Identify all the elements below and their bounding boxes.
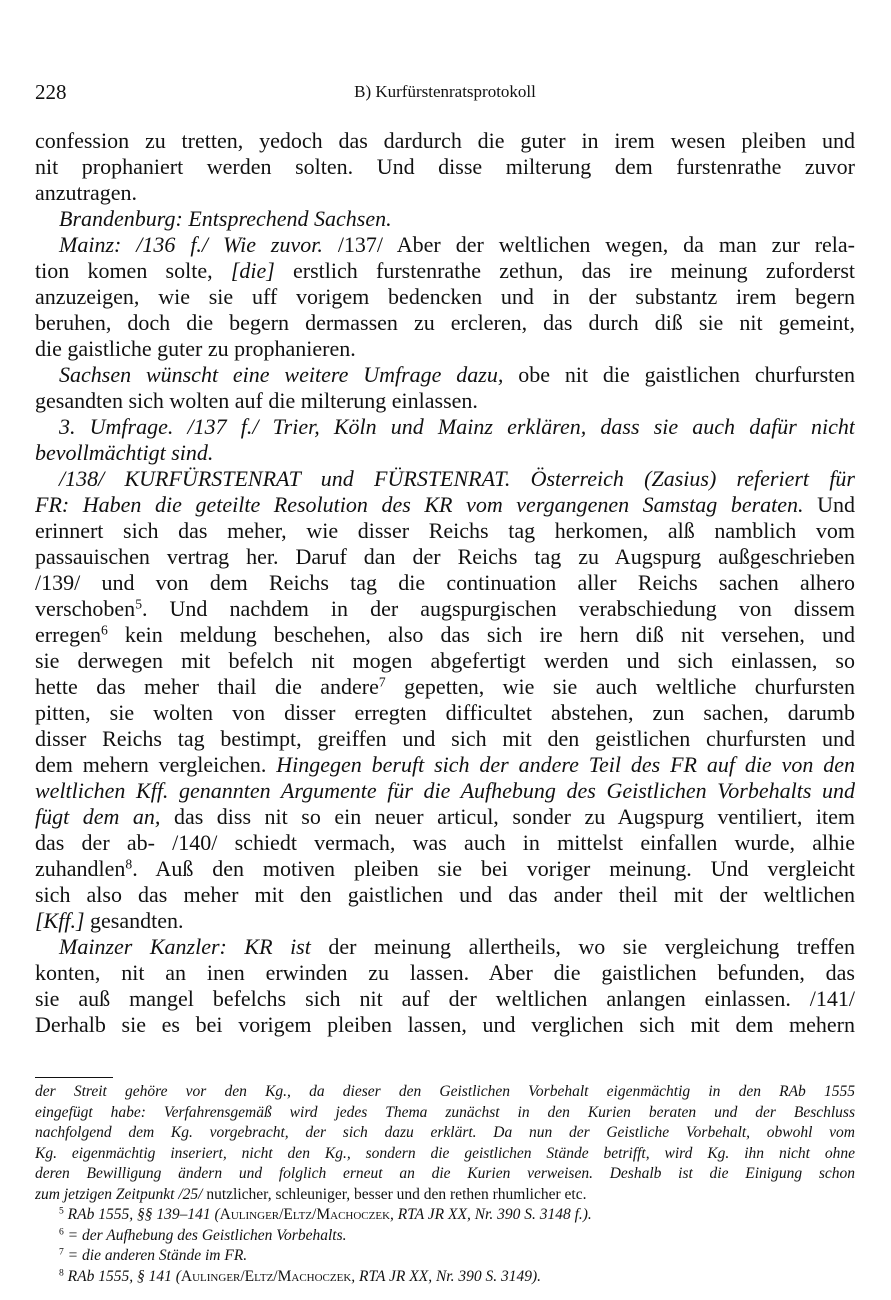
text-line (35, 1012, 855, 1038)
text-run: nutzlicher, schleuniger, besser und den rethen rhumlicher etc. (202, 1185, 587, 1203)
text-line (35, 232, 855, 258)
text-run: Hingegen beruft sich der andere Teil des FR auf die von den (276, 752, 855, 777)
text-run: kein meldung beschehen, also das sich ire hern diß nit versehen, und (107, 622, 855, 647)
text-run: FR: Haben die geteilte Resolution des KR vom vergangenen Samstag beraten. (35, 492, 804, 517)
text-run: Mainz: /136 f./ Wie zuvor. (59, 232, 323, 257)
text-run: die gaistliche guter zu prophanieren. (35, 336, 356, 361)
text-run: RAb 1555, §§ 139–141 ( (63, 1206, 220, 1223)
text-run: /137/ Aber der weltlichen wegen, da man zur rela- (322, 232, 855, 257)
text-run: erinnert sich das meher, wie disser Reichs tag herkomen, alß namblich vom (35, 518, 855, 543)
text-run: Aulinger/Eltz/Machoczek (219, 1206, 391, 1223)
text-run: erstlich furstenrathe zethun, das ire meinung zuforderst (274, 258, 855, 283)
footnote-marker: 7 (378, 674, 386, 690)
text-run: /139/ und von dem Reichs tag die continuation aller Reichs sachen alhero (35, 570, 855, 595)
text-run: gesandten. (84, 908, 184, 933)
text-line (35, 934, 855, 960)
footnote-line (35, 1246, 855, 1267)
text-line (35, 128, 855, 154)
footnote-marker: 6 (100, 622, 108, 638)
text-run: passauischen vertrag her. Daruf dan der Reichs tag zu Augspurg außgeschrieben (35, 544, 855, 569)
text-run: konten, nit an inen erwinden zu lassen. Aber die gaistlichen befunden, das (35, 960, 855, 985)
text-run: Aulinger/Eltz/Machoczek (180, 1267, 352, 1285)
text-line (35, 310, 855, 336)
text-line (35, 804, 855, 830)
text-line (35, 648, 855, 674)
text-run: nachfolgend dem Kg. vorgebracht, der sich dazu erklärt. Da nun der Geistliche Vorbehalt, obwohl vom (35, 1124, 855, 1141)
text-run: zuhandlen (35, 856, 126, 881)
text-run: bevollmächtigt sind. (35, 440, 214, 465)
text-line (35, 570, 855, 596)
text-line (35, 154, 855, 180)
text-run: /138/ KURFÜRSTENRAT und FÜRSTENRAT. Österreich (Zasius) referiert für (59, 466, 855, 491)
text-run: deren Bewilligung ändern und folglich erneut an die Kurien verweisen. Deshalb ist die Einigung schon (35, 1165, 855, 1182)
text-run: sich also das meher mit den gaistlichen und das ander theil mit der weltlichen (35, 882, 855, 907)
footnote-marker: 5 (135, 596, 142, 612)
text-line (35, 830, 855, 856)
text-line (35, 622, 855, 648)
footnote-marker: 8 (59, 1267, 64, 1279)
text-run: Mainzer Kanzler: KR ist (59, 934, 311, 959)
page-header (35, 80, 855, 106)
text-run: [Kff.] (35, 908, 85, 933)
text-run: hette das meher thail die andere (35, 674, 379, 699)
page-number: 228 (35, 80, 67, 104)
text-run: , RTA JR XX, Nr. 390 S. 3149). (351, 1267, 542, 1285)
footnote-line (35, 1226, 855, 1247)
footnote-marker: 7 (59, 1246, 64, 1258)
text-run: pitten, sie wolten von disser erregten difficultet abstehen, zun sachen, darumb (35, 700, 855, 725)
text-line (35, 544, 855, 570)
text-run: gesandten sich wolten auf die milterung einlassen. (35, 388, 478, 413)
text-run: das der ab- /140/ schiedt vermach, was auch in mittelst einfallen wurde, alhie (35, 830, 855, 855)
text-run: Kg. eigenmächtig inseriert, nicht den Kg., sondern die geistlichen Stände betrifft, wird Kg. ihn nicht ohne (35, 1144, 855, 1162)
text-run: disser Reichs tag bestimpt, greiffen und sich mit den geistlichen churfursten und (35, 726, 855, 751)
text-line (35, 388, 855, 414)
footnote-marker: 5 (59, 1205, 64, 1217)
text-run: = die anderen Stände im FR. (63, 1247, 248, 1264)
text-run: das diss nit so ein neuer articul, sonder zu Augspurg ventiliert, item (160, 804, 855, 829)
text-run: anzuzeigen, wie sie uff vorigem bedencken und in der substantz irem begern (35, 284, 855, 309)
text-line (35, 700, 855, 726)
footnote-line (35, 1144, 855, 1165)
text-run: , RTA JR XX, Nr. 390 S. 3148 f.). (390, 1206, 592, 1223)
text-run: zum jetzigen Zeitpunkt /25/ (35, 1185, 203, 1203)
text-run: 3. Umfrage. /137 f./ Trier, Köln und Mainz erklären, dass sie auch dafür nicht (59, 414, 855, 439)
footnote-line (35, 1123, 855, 1144)
text-line (35, 778, 855, 804)
footnote-marker: 6 (59, 1226, 64, 1238)
text-line (35, 336, 855, 362)
footnote-line (35, 1267, 855, 1288)
text-run: confession zu tretten, yedoch das dardurch die guter in irem wesen pleiben und (35, 128, 855, 153)
footnote-line (35, 1205, 855, 1226)
text-line (35, 752, 855, 778)
text-run: Brandenburg: Entsprechend Sachsen. (59, 206, 392, 231)
text-line (35, 726, 855, 752)
footnote-separator (35, 1077, 113, 1078)
text-run: sie derwegen mit befelch nit mogen abgefertigt werden und sich einlassen, so (35, 648, 855, 673)
footnote-marker: 8 (125, 856, 133, 872)
text-line (35, 414, 855, 440)
text-line (35, 596, 855, 622)
text-line (35, 180, 855, 206)
text-line (35, 856, 855, 882)
text-line (35, 674, 855, 700)
main-text (35, 128, 855, 1038)
text-line (35, 440, 855, 466)
text-run: weltlichen Kff. genannten Argumente für die Aufhebung des Geistlichen Vorbehalts und (35, 778, 855, 803)
footnote-line (35, 1164, 855, 1185)
text-run: eingefügt habe: Verfahrensgemäß wird jedes Thema zunächst in den Kurien beraten und der Beschluss (35, 1103, 855, 1121)
text-run: verschoben (35, 596, 136, 621)
text-run: Sachsen wünscht eine weitere Umfrage dazu, (59, 362, 504, 387)
text-run: nit prophaniert werden solten. Und disse milterung dem furstenrathe zuvor (35, 154, 855, 179)
text-run: obe nit die gaistlichen churfursten (503, 362, 855, 387)
footnote-line (35, 1103, 855, 1124)
text-line (35, 362, 855, 388)
text-run: gepetten, wie sie auch weltliche churfursten (385, 674, 855, 699)
text-run: = der Aufhebung des Geistlichen Vorbehalts. (63, 1226, 347, 1244)
running-title: B) Kurfürstenratsprotokoll (354, 82, 536, 101)
text-run: fügt dem an, (35, 804, 161, 829)
text-line (35, 882, 855, 908)
footnotes (35, 1082, 855, 1287)
footnote-line (35, 1185, 855, 1206)
text-run: RAb 1555, § 141 ( (63, 1267, 181, 1285)
text-line (35, 518, 855, 544)
text-line (35, 960, 855, 986)
footnote-line (35, 1082, 855, 1103)
text-run: der Streit gehöre vor den Kg., da dieser den Geistlichen Vorbehalt eigenmächtig in den RAb 1555 (35, 1083, 855, 1100)
text-line (35, 466, 855, 492)
text-run: dem mehern vergleichen. (35, 752, 277, 777)
text-line (35, 284, 855, 310)
text-run: . Auß den motiven pleiben sie bei voriger meinung. Und vergleicht (132, 856, 855, 881)
text-run: tion komen solte, (35, 258, 231, 283)
text-line (35, 492, 855, 518)
text-line (35, 206, 855, 232)
text-run: sie auß mangel befelchs sich nit auf der weltlichen anlangen einlassen. /141/ (35, 986, 855, 1011)
text-run: beruhen, doch die begern dermassen zu ercleren, das durch diß sie nit gemeint, (35, 310, 855, 335)
text-line (35, 986, 855, 1012)
text-run: Und (803, 492, 855, 517)
text-line (35, 908, 855, 934)
text-run: erregen (35, 622, 101, 647)
text-run: der meinung allertheils, wo sie vergleichung treffen (310, 934, 855, 959)
text-run: anzutragen. (35, 180, 137, 205)
text-run: Derhalb sie es bei vorigem pleiben lassen, und verglichen sich mit dem mehern (35, 1012, 855, 1037)
text-run: [die] (230, 258, 275, 283)
text-line (35, 258, 855, 284)
text-run: . Und nachdem in der augspurgischen verabschiedung von dissem (142, 596, 855, 621)
